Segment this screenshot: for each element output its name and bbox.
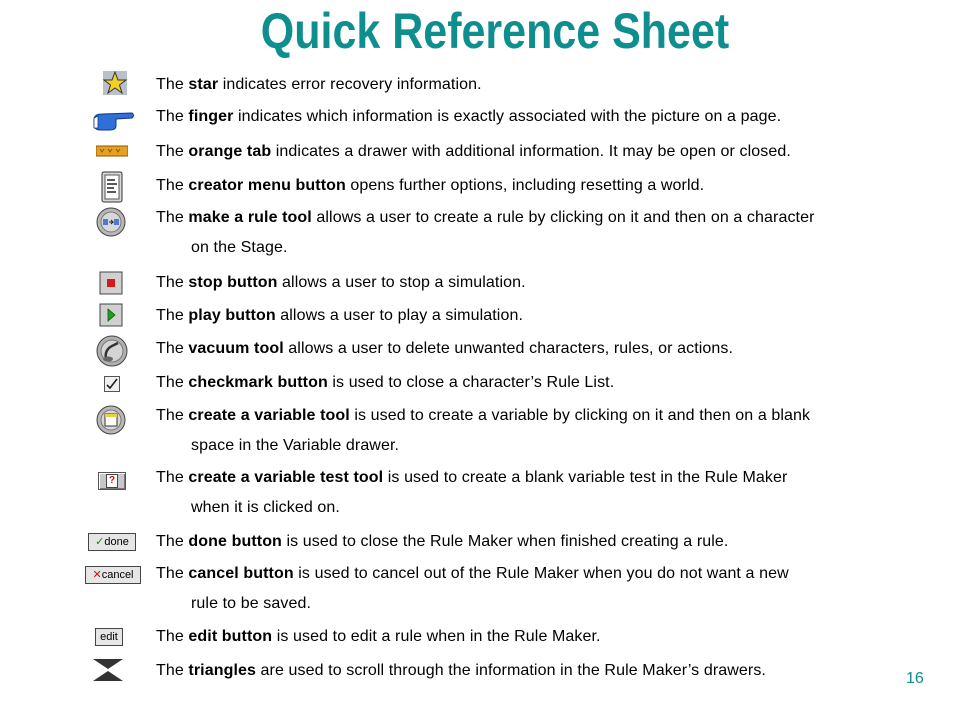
item-text: The triangles are used to scroll through the information in the Rule Maker’s drawers. bbox=[156, 662, 766, 679]
item-text: The creator menu button opens further options, including resetting a world. bbox=[156, 177, 705, 194]
item-text: The make a rule tool allows a user to create a rule by clicking on it and then on a character on the Stage. bbox=[156, 209, 815, 256]
cancel-button-icon: ✕cancel bbox=[85, 566, 141, 584]
item-text: The checkmark button is used to close a character’s Rule List. bbox=[156, 374, 615, 391]
edit-button-icon: edit bbox=[95, 628, 123, 646]
item-text: The stop button allows a user to stop a simulation. bbox=[156, 274, 526, 291]
done-button-icon: ✓done bbox=[88, 533, 136, 551]
question-mark-icon: ? bbox=[106, 474, 118, 488]
item-text: The orange tab indicates a drawer with additional information. It may be open or closed. bbox=[156, 143, 791, 160]
item-text: The finger indicates which information is exactly associated with the picture on a page. bbox=[156, 108, 782, 125]
orange-tab-icon bbox=[96, 145, 128, 157]
pointing-finger-icon bbox=[92, 110, 136, 132]
page-number: 16 bbox=[906, 670, 924, 687]
item-text: The cancel button is used to cancel out of the Rule Maker when you do not want a new rule to be saved. bbox=[156, 565, 789, 612]
checkmark-icon bbox=[104, 376, 120, 392]
star-icon bbox=[102, 70, 128, 96]
item-text: The done button is used to close the Rule Maker when finished creating a rule. bbox=[156, 533, 729, 550]
item-text: The star indicates error recovery information. bbox=[156, 76, 482, 93]
stop-button-icon bbox=[99, 271, 123, 295]
variable-test-tool-icon bbox=[98, 472, 126, 490]
item-text: The create a variable test tool is used to create a blank variable test in the Rule Maker when it is clicked on. bbox=[156, 469, 788, 516]
item-text: The edit button is used to edit a rule when in the Rule Maker. bbox=[156, 628, 601, 645]
make-rule-tool-icon bbox=[96, 207, 126, 237]
create-variable-tool-icon bbox=[96, 405, 126, 435]
item-text: The vacuum tool allows a user to delete unwanted characters, rules, or actions. bbox=[156, 340, 734, 357]
creator-menu-icon bbox=[101, 171, 123, 203]
scroll-triangles-icon bbox=[92, 658, 124, 682]
item-text: The play button allows a user to play a simulation. bbox=[156, 307, 524, 324]
page-title: Quick Reference Sheet bbox=[260, 3, 730, 59]
play-button-icon bbox=[99, 303, 123, 327]
vacuum-tool-icon bbox=[96, 335, 128, 367]
item-text: The create a variable tool is used to create a variable by clicking on it and then on a blank space in the Variable drawer. bbox=[156, 407, 811, 454]
